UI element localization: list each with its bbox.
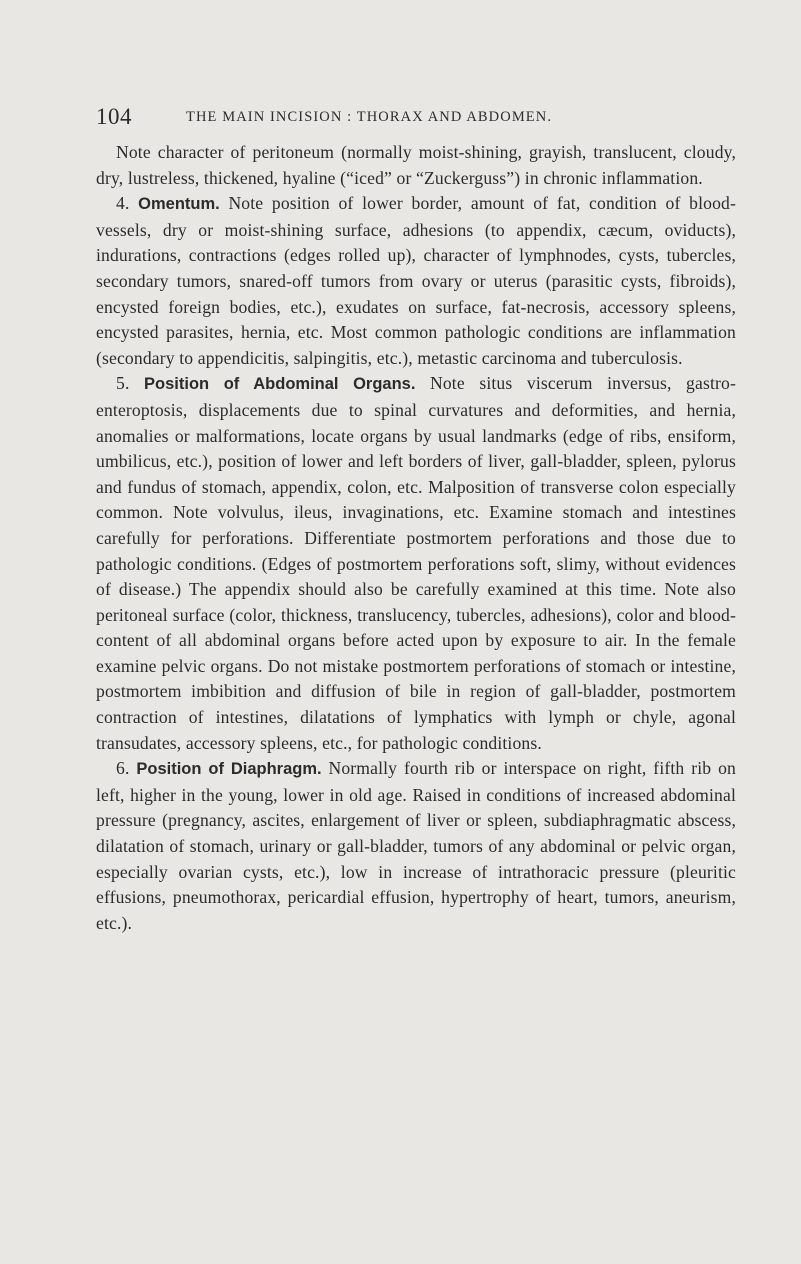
paragraph-peritoneum (96, 140, 736, 191)
paragraph-text: Normally fourth rib or interspace on right, fifth rib on left, higher in the young, lower in old age. Raised in conditions of increased abdominal pressure (pregnancy, ascites, enlargement of liver or spleen, subdiaphragmatic abscess, dilatation of stomach, urinary or gall-bladder, tumors of any abdominal or pelvic organ, especially ovarian cysts, etc.), low in increase of intrathoracic pressure (pleuritic effusions, pneumothorax, pericardial effusion, hypertrophy of heart, tumors, aneurism, etc.). (96, 758, 736, 933)
section-heading: Position of Diaphragm. (136, 760, 322, 779)
paragraph-position-diaphragm (96, 756, 736, 936)
paragraph-text: Note character of peritoneum (normally moist-shining, grayish, translucent, cloudy, dry, lustreless, thickened, hyaline (“iced” or “Zuckerguss”) in chronic inflammation. (96, 142, 736, 188)
paragraph-omentum (96, 191, 736, 371)
section-heading: Omentum. (138, 195, 220, 214)
paragraph-text: Note position of lower border, amount of fat, condition of blood-vessels, dry or moist-shining surface, adhesions (to appendix, cæcum, oviducts), indurations, contractions (edges rolled up), character of lymphnodes, cysts, tubercles, secondary tumors, snared-off tumors from ovary or uterus (parasitic cysts, fibroids), encysted foreign bodies, etc.), exudates on surface, fat-necrosis, accessory spleens, encysted parasites, hernia, etc. Most common pathologic conditions are inflammation (secondary to appendicitis, salpingitis, etc.), metastic carcinoma and tuberculosis. (96, 193, 736, 368)
body-text (96, 140, 736, 936)
running-head: THE MAIN INCISION : THORAX AND ABDOMEN. (186, 109, 553, 125)
paragraph-text: Note situs viscerum inversus, gastro-enteroptosis, displacements due to spinal curvatures and deformities, and hernia, anomalies or malformations, locate organs by usual landmarks (edge of ribs, ensiform, umbilicus, etc.), position of lower and left borders of liver, gall-bladder, spleen, pylorus and fundus of stomach, appendix, colon, etc. Malposition of transverse colon especially common. Note volvulus, ileus, invaginations, etc. Examine stomach and intestines carefully for perforations. Differentiate postmortem perforations and those due to pathologic conditions. (Edges of postmortem perforations soft, slimy, without evidences of disease.) The appendix should also be carefully examined at this time. Note also peritoneal surface (color, thickness, translucency, tubercles, adhesions), color and blood-content of all abdominal organs before acted upon by exposure to air. In the female examine pelvic organs. Do not mistake postmortem perforations of stomach or intestine, postmortem imbibition and diffusion of bile in region of gall-bladder, postmortem contraction of intestines, dilatations of lymphatics with lymph or chyle, agonal transudates, accessory spleens, etc., for pathologic conditions. (96, 373, 736, 753)
section-number: 4. (116, 193, 130, 214)
page-header (96, 104, 736, 134)
section-number: 6. (116, 758, 130, 779)
section-heading: Position of Abdominal Organs. (144, 375, 416, 394)
section-number: 5. (116, 373, 130, 394)
paragraph-position-abdominal-organs (96, 371, 736, 756)
page-number: 104 (96, 104, 132, 129)
